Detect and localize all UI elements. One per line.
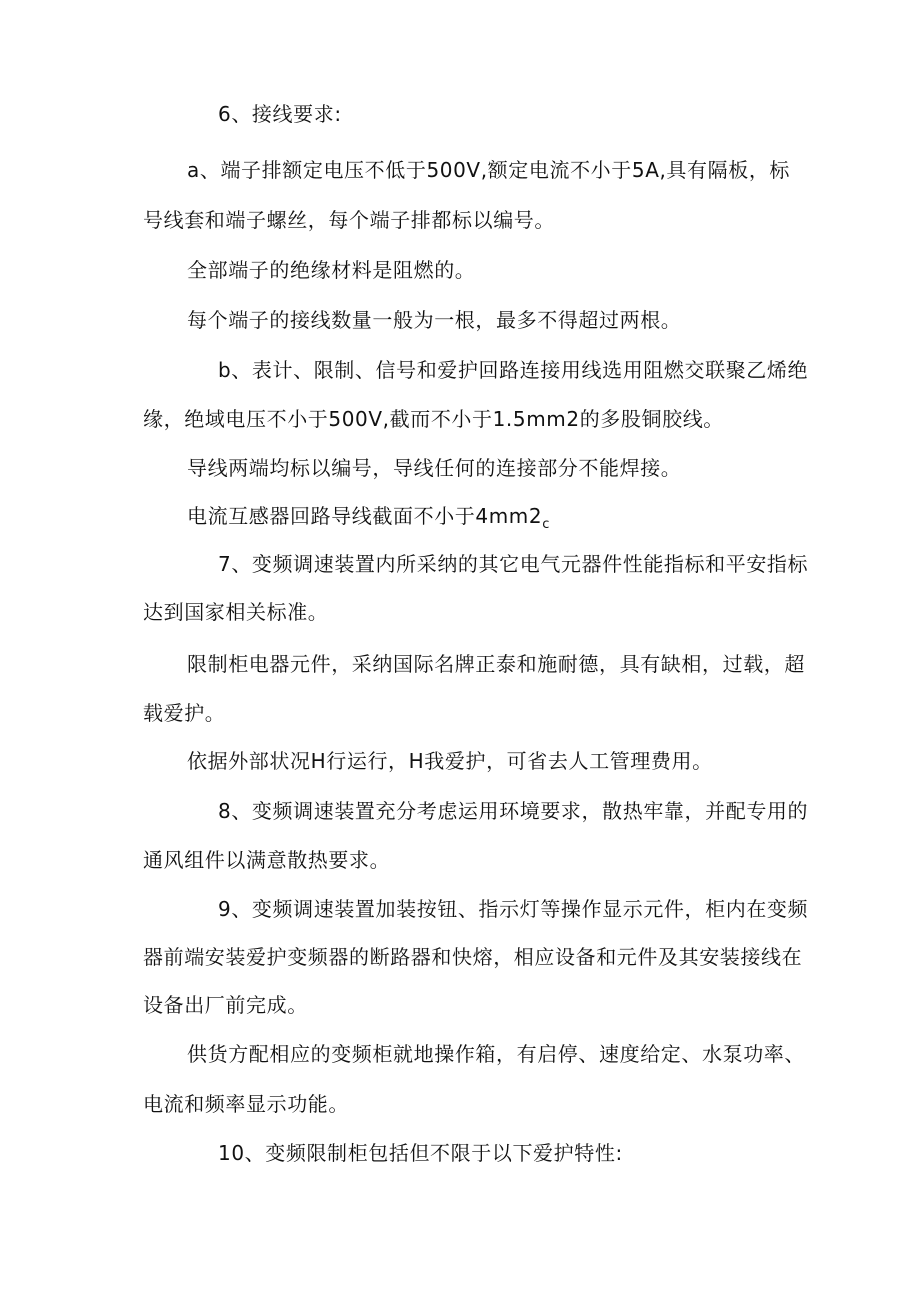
current-transformer-paragraph [187, 503, 550, 538]
section-8-line-2: 通风组件以满意散热要求。 [143, 848, 391, 872]
section-9-line-2: 器前端安装爱护变频器的断路器和快熔，相应设备和元件及其安装接线在 [143, 945, 803, 969]
section-6-heading: 6、接线要求: [218, 102, 342, 126]
supply-line-2: 电流和频率显示功能。 [143, 1092, 349, 1116]
section-8-line-1: 8、变频调速装置充分考虑运用环境要求，散热牢靠，并配专用的 [218, 799, 809, 823]
item-a-line-1: a、端子排额定电压不低于500V,额定电流不小于5A,具有隔板，标 [187, 158, 791, 182]
section-10-heading: 10、变频限制柜包括但不限于以下爱护特性: [218, 1141, 623, 1165]
section-9-line-1: 9、变频调速装置加装按钮、指示灯等操作显示元件，柜内在变频 [218, 897, 809, 921]
wire-ends-paragraph: 导线两端均标以编号，导线任何的连接部分不能焊接。 [187, 456, 682, 480]
section-9-line-3: 设备出厂前完成。 [143, 993, 308, 1017]
wire-count-paragraph: 每个端子的接线数量一般为一根，最多不得超过两根。 [187, 308, 682, 332]
supply-line-1: 供货方配相应的变频柜就地操作箱，有启停、速度给定、水泵功率、 [187, 1042, 805, 1066]
cabinet-line-2: 载爱护。 [143, 701, 226, 725]
insulation-paragraph: 全部端子的绝缘材料是阻燃的。 [187, 258, 476, 282]
item-b-line-1: b、表计、限制、信号和爱护回路连接用线选用阻燃交联聚乙烯绝 [218, 358, 809, 382]
external-status-paragraph: 依据外部状况H行运行，H我爱护，可省去人工管理费用。 [187, 749, 713, 773]
section-7-line-2: 达到国家相关标准。 [143, 600, 329, 624]
current-transformer-text: 电流互感器回路导线截面不小于4mm2 [187, 504, 543, 528]
section-7-line-1: 7、变频调速装置内所采纳的其它电气元器件性能指标和平安指标 [218, 552, 809, 576]
item-a-line-2: 号线套和端子螺丝，每个端子排都标以编号。 [143, 208, 555, 232]
current-transformer-subscript: c [542, 517, 550, 532]
item-b-line-2: 缘，绝域电压不小于500V,截而不小于1.5mm2的多股铜胶线。 [143, 407, 724, 431]
cabinet-line-1: 限制柜电器元件，采纳国际名牌正泰和施耐德，具有缺相，过载，超 [187, 652, 805, 676]
